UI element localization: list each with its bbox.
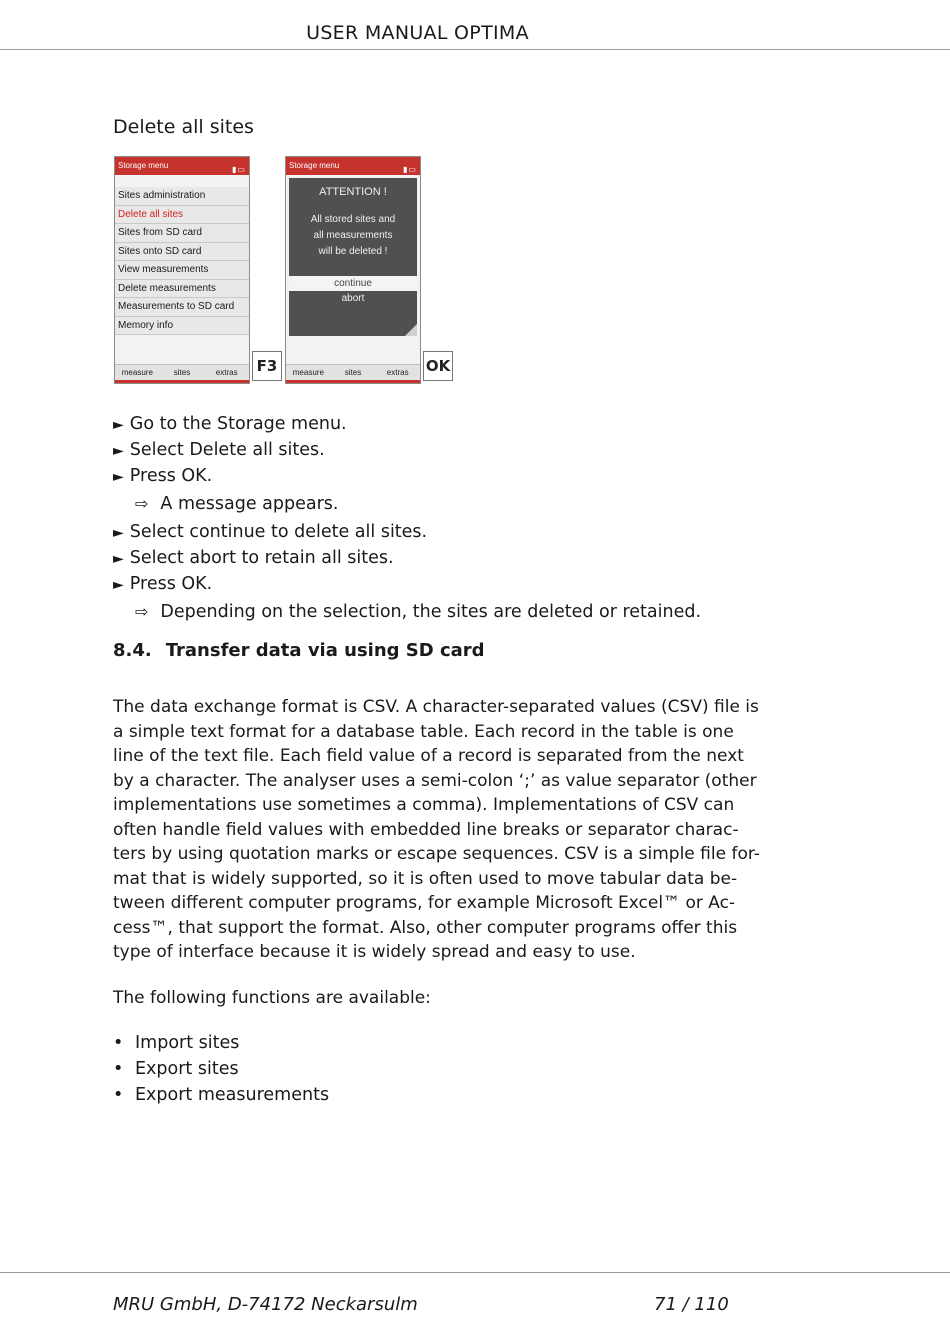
message-line: All stored sites and (310, 214, 396, 225)
battery-icon: ▮▭ (232, 165, 246, 174)
functions-intro: The following functions are available: (113, 988, 431, 1008)
softkey-measure[interactable]: measure (121, 368, 153, 377)
function-list-item (113, 1082, 329, 1108)
header-divider (0, 49, 950, 50)
softkey-bar (115, 364, 249, 381)
paragraph-line: by a character. The analyser uses a semi-colon ‘;’ as value separator (other (113, 770, 757, 791)
message-line: will be deleted ! (318, 246, 388, 257)
step-text: Depending on the selection, the sites are deleted or retained. (160, 602, 702, 622)
message-line: all measurements (313, 230, 393, 241)
step-text: Select abort to retain all sites. (129, 548, 394, 568)
function-label: Import sites (135, 1033, 240, 1053)
paragraph-line: tween different computer programs, for example Microsoft Excel™ or Ac- (113, 893, 736, 913)
softkey-sites[interactable]: sites (344, 368, 362, 377)
paragraph-line: line of the text file. Each field value of a record is separated from the next (113, 746, 744, 766)
storage-menu-item[interactable]: Sites administration (115, 187, 249, 206)
paragraph-line: often handle field values with embedded line breaks or separator charac- (113, 819, 739, 840)
section-heading (113, 640, 485, 661)
storage-menu-item[interactable]: Sites onto SD card (115, 243, 249, 262)
result-arrow-icon: ⇨ (135, 602, 149, 621)
action-triangle-icon: ► (113, 551, 124, 567)
section-heading-text: Transfer data via using SD card (165, 640, 485, 661)
instruction-steps (113, 411, 701, 627)
battery-icon: ▮▭ (403, 165, 417, 174)
step-text: Select continue to delete all sites. (129, 522, 428, 542)
section-number: 8.4. (113, 640, 152, 661)
functions-list (113, 1030, 329, 1108)
screen-bottom-accent (286, 380, 420, 383)
storage-menu-item[interactable]: Sites from SD card (115, 224, 249, 243)
function-label: Export sites (135, 1059, 239, 1079)
action-step (113, 463, 701, 489)
dialog-corner-fold (405, 324, 417, 336)
function-list-item (113, 1056, 329, 1082)
continue-option[interactable]: continue (289, 276, 417, 291)
function-list-item (113, 1030, 329, 1056)
screen-title: Storage menu (289, 161, 340, 170)
paragraph-line: type of interface because it is widely spread and easy to use. (113, 942, 636, 962)
storage-menu-item[interactable]: Delete all sites (115, 206, 249, 225)
action-triangle-icon: ► (113, 525, 124, 541)
bullet-icon: • (113, 1085, 124, 1105)
paragraph-line: The data exchange format is CSV. A character-separated values (CSV) file is (113, 697, 759, 717)
action-triangle-icon: ► (113, 469, 124, 485)
footer-company: MRU GmbH, D-74172 Neckarsulm (113, 1294, 418, 1315)
action-step (113, 571, 701, 597)
page-header-title: USER MANUAL OPTIMA (306, 22, 529, 44)
abort-option[interactable]: abort (341, 293, 365, 304)
storage-menu-item[interactable]: Delete measurements (115, 280, 249, 299)
attention-title: ATTENTION ! (319, 186, 387, 198)
softkey-measure[interactable]: measure (292, 368, 324, 377)
softkey-sites[interactable]: sites (173, 368, 191, 377)
paragraph-line: implementations use sometimes a comma). Implementations of CSV can (113, 795, 735, 815)
screen-title-bar (286, 157, 420, 175)
device-screen-attention (285, 156, 421, 384)
step-text: A message appears. (160, 494, 339, 514)
result-step (113, 489, 701, 519)
storage-menu-item[interactable]: View measurements (115, 261, 249, 280)
ok-key[interactable]: OK (423, 351, 453, 381)
bullet-icon: • (113, 1059, 124, 1079)
action-step (113, 519, 701, 545)
softkey-bar (286, 364, 420, 381)
screen-title: Storage menu (118, 161, 169, 170)
f3-key[interactable]: F3 (252, 351, 282, 381)
result-step (113, 597, 701, 627)
screen-title-bar (115, 157, 249, 175)
storage-menu-item[interactable]: Memory info (115, 317, 249, 336)
function-label: Export measurements (135, 1085, 330, 1105)
action-triangle-icon: ► (113, 443, 124, 459)
action-step (113, 545, 701, 571)
result-arrow-icon: ⇨ (135, 494, 149, 513)
attention-dialog (289, 178, 417, 336)
bullet-icon: • (113, 1033, 124, 1053)
paragraph-line: a simple text format for a database table. Each record in the table is one (113, 721, 734, 742)
footer-page-number: 71 / 110 (654, 1294, 729, 1315)
screen-bottom-accent (115, 380, 249, 383)
action-triangle-icon: ► (113, 417, 124, 433)
paragraph-line: mat that is widely supported, so it is often used to move tabular data be- (113, 868, 738, 889)
action-step (113, 437, 701, 463)
step-text: Press OK. (129, 574, 213, 594)
action-triangle-icon: ► (113, 577, 124, 593)
step-text: Go to the Storage menu. (129, 414, 347, 434)
footer-divider (0, 1272, 950, 1273)
csv-description-paragraph (113, 695, 760, 965)
softkey-extras[interactable]: extras (215, 368, 238, 377)
paragraph-line: cess™, that support the format. Also, other computer programs offer this (113, 917, 738, 938)
storage-menu-list (115, 187, 249, 335)
softkey-extras[interactable]: extras (386, 368, 409, 377)
attention-message (289, 212, 417, 260)
device-screen-storage-menu (114, 156, 250, 384)
step-text: Select Delete all sites. (129, 440, 325, 460)
action-step (113, 411, 701, 437)
storage-menu-item[interactable]: Measurements to SD card (115, 298, 249, 317)
step-text: Press OK. (129, 466, 213, 486)
paragraph-line: ters by using quotation marks or escape sequences. CSV is a simple file for- (113, 844, 760, 864)
section-label: Delete all sites (113, 116, 254, 138)
